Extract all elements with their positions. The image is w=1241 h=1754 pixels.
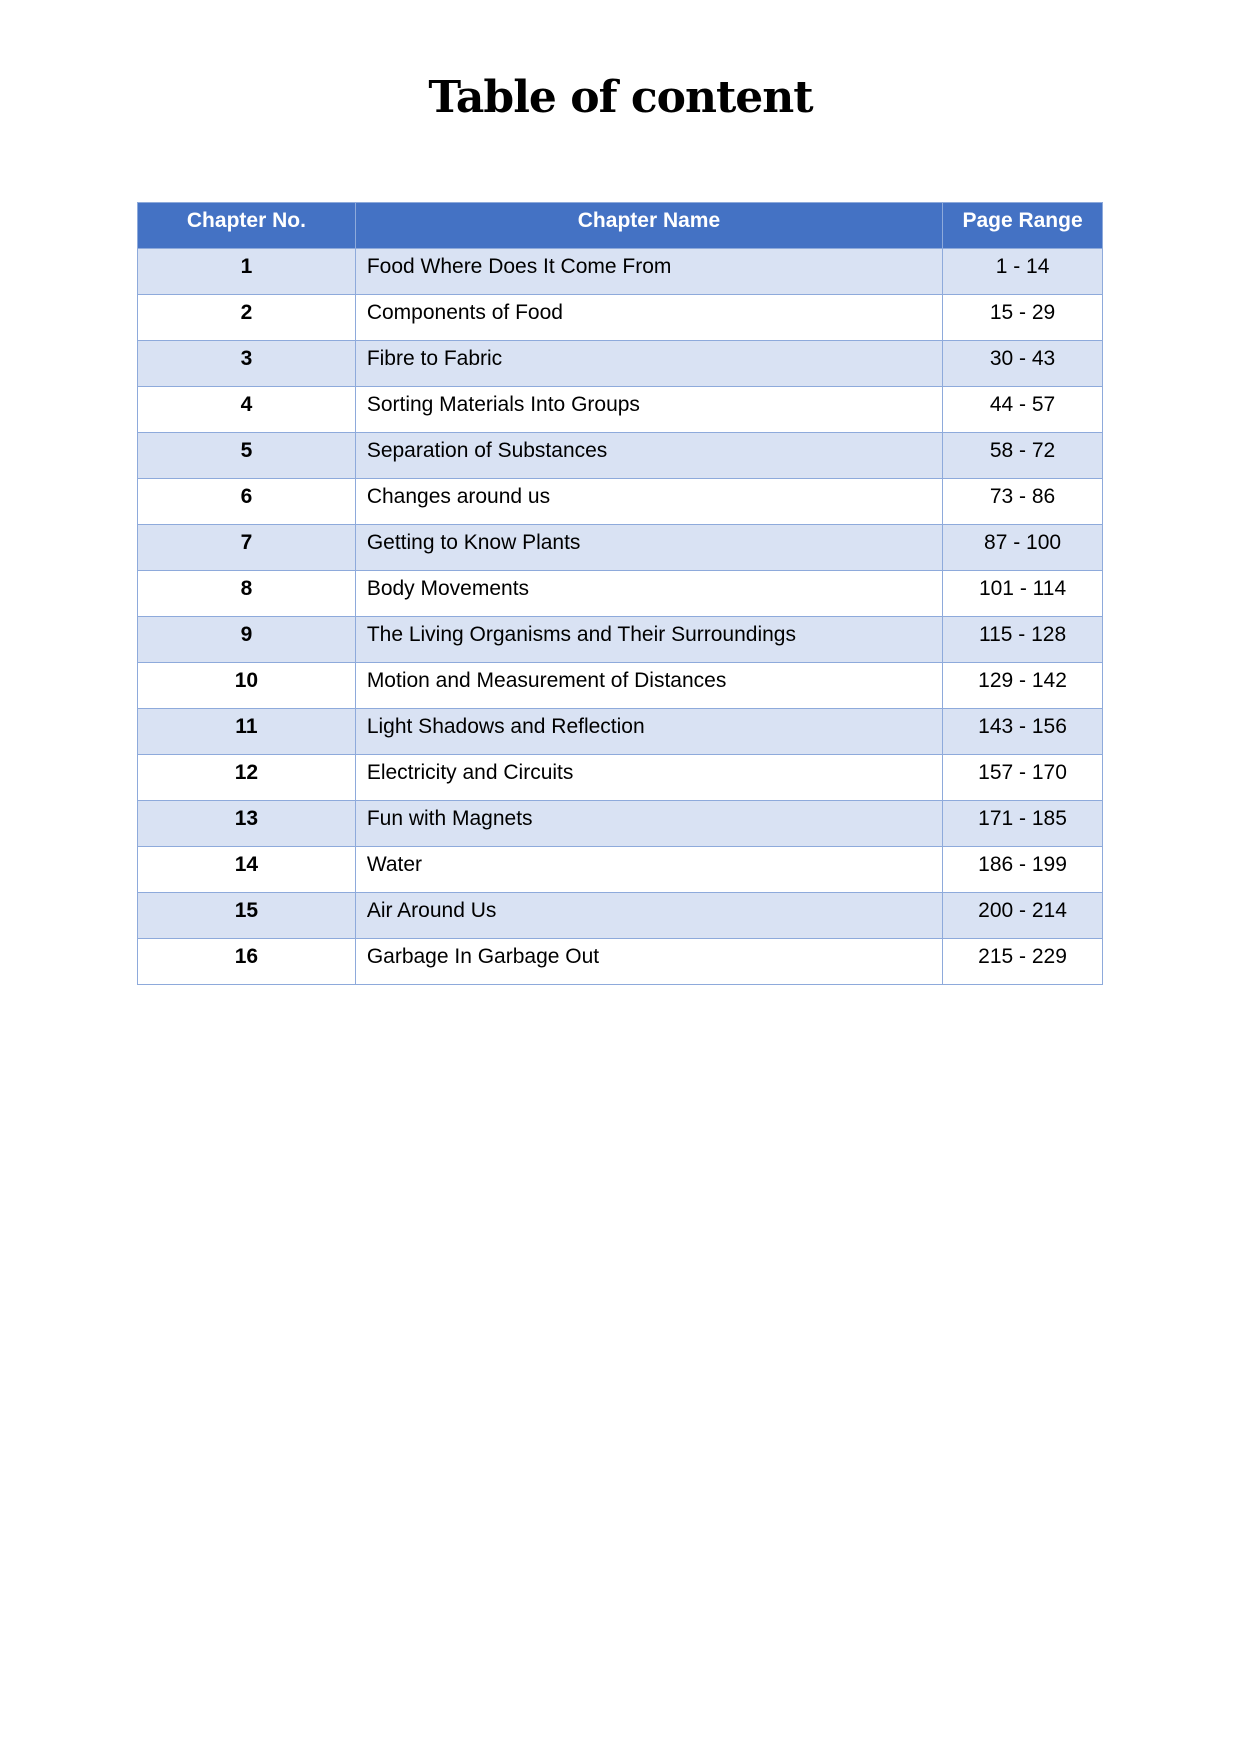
page-range-cell: 143 - 156 [943,709,1103,755]
table-row [138,249,1103,295]
chapter-name-cell: Air Around Us [355,893,942,939]
chapter-name-cell: Motion and Measurement of Distances [355,663,942,709]
chapter-number-cell: 3 [138,341,356,387]
table-header-row [138,203,1103,249]
table-of-contents [137,202,1103,985]
table-row [138,479,1103,525]
chapter-name-cell: Fibre to Fabric [355,341,942,387]
chapter-number-cell: 9 [138,617,356,663]
page-range-cell: 115 - 128 [943,617,1103,663]
table-row [138,801,1103,847]
page-range-cell: 157 - 170 [943,755,1103,801]
chapter-name-cell: Electricity and Circuits [355,755,942,801]
chapter-number-cell: 10 [138,663,356,709]
table-row [138,709,1103,755]
chapter-name-cell: Water [355,847,942,893]
chapter-number-cell: 1 [138,249,356,295]
chapter-number-cell: 4 [138,387,356,433]
table-row [138,663,1103,709]
page-range-cell: 129 - 142 [943,663,1103,709]
chapter-name-cell: Body Movements [355,571,942,617]
chapter-number-cell: 16 [138,939,356,985]
page-range-cell: 215 - 229 [943,939,1103,985]
table-row [138,617,1103,663]
chapter-number-cell: 15 [138,893,356,939]
chapter-name-cell: Garbage In Garbage Out [355,939,942,985]
page-range-cell: 30 - 43 [943,341,1103,387]
table-row [138,387,1103,433]
chapter-number-cell: 12 [138,755,356,801]
chapter-number-cell: 2 [138,295,356,341]
chapter-name-cell: Light Shadows and Reflection [355,709,942,755]
table-row [138,847,1103,893]
chapter-number-cell: 13 [138,801,356,847]
chapter-name-cell: Fun with Magnets [355,801,942,847]
page-range-cell: 87 - 100 [943,525,1103,571]
page-title: Table of content [428,72,813,123]
page-range-cell: 44 - 57 [943,387,1103,433]
table-row [138,755,1103,801]
chapter-name-cell: Food Where Does It Come From [355,249,942,295]
chapter-name-cell: The Living Organisms and Their Surroundings [355,617,942,663]
page-range-cell: 200 - 214 [943,893,1103,939]
table-row [138,433,1103,479]
chapter-name-cell: Components of Food [355,295,942,341]
table-row [138,893,1103,939]
table-row [138,341,1103,387]
chapter-number-cell: 5 [138,433,356,479]
page-range-cell: 101 - 114 [943,571,1103,617]
chapter-name-cell: Separation of Substances [355,433,942,479]
chapter-number-cell: 11 [138,709,356,755]
page-range-cell: 171 - 185 [943,801,1103,847]
chapter-number-cell: 7 [138,525,356,571]
table-row [138,571,1103,617]
page-range-cell: 15 - 29 [943,295,1103,341]
page-range-cell: 186 - 199 [943,847,1103,893]
chapter-name-cell: Changes around us [355,479,942,525]
chapter-number-cell: 8 [138,571,356,617]
table-row [138,939,1103,985]
chapter-name-cell: Getting to Know Plants [355,525,942,571]
page-range-cell: 73 - 86 [943,479,1103,525]
page-range-cell: 58 - 72 [943,433,1103,479]
header-page-range: Page Range [943,203,1103,249]
table-row [138,525,1103,571]
chapter-name-cell: Sorting Materials Into Groups [355,387,942,433]
header-chapter-name: Chapter Name [355,203,942,249]
chapter-number-cell: 14 [138,847,356,893]
header-chapter-no: Chapter No. [138,203,356,249]
page-range-cell: 1 - 14 [943,249,1103,295]
table-row [138,295,1103,341]
chapter-number-cell: 6 [138,479,356,525]
